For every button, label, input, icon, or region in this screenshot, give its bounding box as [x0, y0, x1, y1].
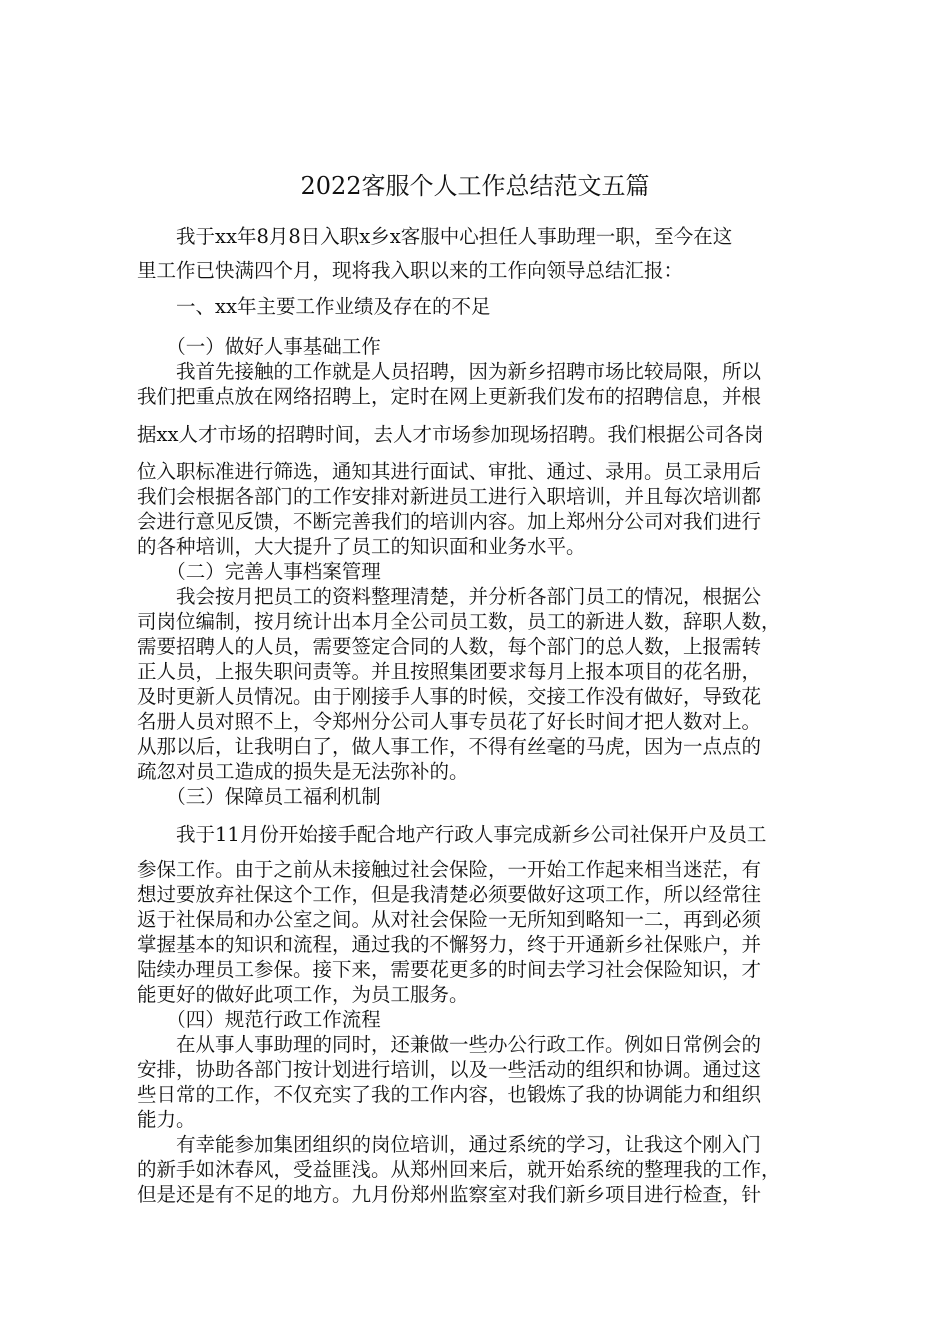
paragraph-line: 从那以后，让我明白了，做人事工作，不得有丝毫的马虎，因为一点点的 [137, 735, 762, 758]
paragraph-line: 一、xx年主要工作业绩及存在的不足 [137, 295, 491, 318]
paragraph-line: 有幸能参加集团组织的岗位培训，通过系统的学习，让我这个刚入门 [137, 1133, 762, 1156]
paragraph-line: 能更好的做好此项工作，为员工服务。 [137, 983, 469, 1006]
paragraph-line: 返于社保局和办公室之间。从对社会保险一无所知到略知一二，再到必须 [137, 908, 762, 931]
paragraph-line: 会进行意见反馈，不断完善我们的培训内容。加上郑州分公司对我们进行 [137, 510, 762, 533]
paragraph-line: 正人员，上报失职问责等。并且按照集团要求每月上报本项目的花名册， [137, 660, 762, 683]
paragraph-line: 名册人员对照不上，令郑州分公司人事专员花了好长时间才把人数对上。 [137, 710, 762, 733]
paragraph-line: （一）做好人事基础工作 [137, 335, 381, 358]
paragraph-line: 的新手如沐春风，受益匪浅。从郑州回来后，就开始系统的整理我的工作， [137, 1158, 781, 1181]
paragraph-line: 里工作已快满四个月，现将我入职以来的工作向领导总结汇报： [137, 259, 684, 282]
paragraph-line: 司岗位编制，按月统计出本月全公司员工数，员工的新进人数，辞职人数， [137, 610, 781, 633]
paragraph-line: 的各种培训，大大提升了员工的知识面和业务水平。 [137, 535, 586, 558]
paragraph-line: 在从事人事助理的同时，还兼做一些办公行政工作。例如日常例会的 [137, 1033, 762, 1056]
paragraph-line: 但是还是有不足的地方。九月份郑州监察室对我们新乡项目进行检查，针 [137, 1183, 762, 1206]
paragraph-line: 安排，协助各部门按计划进行培训，以及一些活动的组织和协调。通过这 [137, 1058, 762, 1081]
paragraph-line: 疏忽对员工造成的损失是无法弥补的。 [137, 760, 469, 783]
paragraph-line: 想过要放弃社保这个工作，但是我清楚必须要做好这项工作，所以经常往 [137, 883, 762, 906]
paragraph-line: （二）完善人事档案管理 [137, 560, 381, 583]
paragraph-line: （三）保障员工福利机制 [137, 785, 381, 808]
paragraph-line: 我们把重点放在网络招聘上，定时在网上更新我们发布的招聘信息，并根 [137, 385, 762, 408]
paragraph-line: 能力。 [137, 1108, 196, 1131]
paragraph-line: （四）规范行政工作流程 [137, 1008, 381, 1031]
paragraph-line: 及时更新人员情况。由于刚接手人事的时候，交接工作没有做好，导致花 [137, 685, 762, 708]
paragraph-line: 参保工作。由于之前从未接触过社会保险，一开始工作起来相当迷茫，有 [137, 858, 762, 881]
paragraph-line: 我于11月份开始接手配合地产行政人事完成新乡公司社保开户及员工 [137, 823, 767, 846]
paragraph-line: 据xx人才市场的招聘时间，去人才市场参加现场招聘。我们根据公司各岗 [137, 423, 764, 446]
paragraph-line: 需要招聘人的人员，需要签定合同的人数，每个部门的总人数，上报需转 [137, 635, 762, 658]
paragraph-line: 掌握基本的知识和流程，通过我的不懈努力，终于开通新乡社保账户，并 [137, 933, 762, 956]
paragraph-line: 我于xx年8月8日入职x乡x客服中心担任人事助理一职，至今在这 [137, 225, 733, 248]
paragraph-line: 些日常的工作，不仅充实了我的工作内容，也锻炼了我的协调能力和组织 [137, 1083, 762, 1106]
paragraph-line: 陆续办理员工参保。接下来，需要花更多的时间去学习社会保险知识，才 [137, 958, 762, 981]
paragraph-line: 我们会根据各部门的工作安排对新进员工进行入职培训，并且每次培训都 [137, 485, 762, 508]
document-title: 2022客服个人工作总结范文五篇 [300, 172, 650, 200]
paragraph-line: 我会按月把员工的资料整理清楚，并分析各部门员工的情况，根据公 [137, 585, 762, 608]
paragraph-line: 位入职标准进行筛选，通知其进行面试、审批、通过、录用。员工录用后 [137, 460, 762, 483]
paragraph-line: 我首先接触的工作就是人员招聘，因为新乡招聘市场比较局限，所以 [137, 360, 762, 383]
